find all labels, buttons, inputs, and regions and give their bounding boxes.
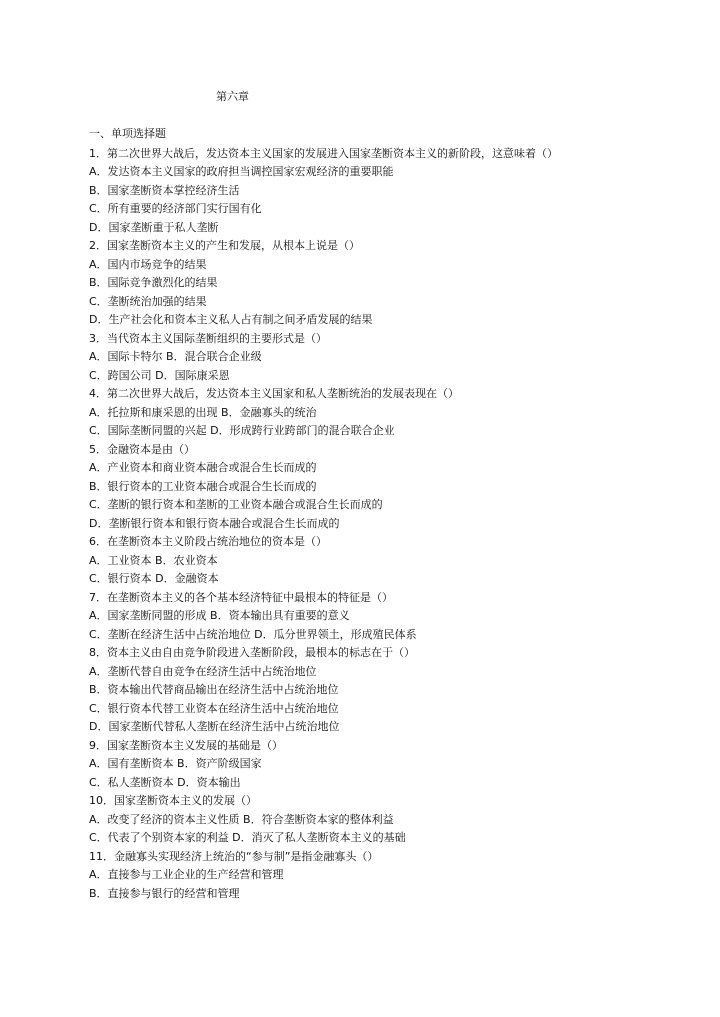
answer-option: C．所有重要的经济部门实行国有化 [89, 202, 262, 215]
answer-option: D．国家垄断重于私人垄断 [89, 220, 219, 234]
answer-option: D．垄断银行资本和银行资本融合或混合生长而成的 [89, 516, 340, 530]
answer-option: C．垄断在经济生活中占统治地位 D．瓜分世界领土，形成殖民体系 [89, 627, 417, 641]
answer-option: B．国际竞争激烈化的结果 [89, 276, 218, 289]
answer-option: B．资本输出代替商品输出在经济生活中占统治地位 [89, 683, 339, 696]
question-stem: 4．第二次世界大战后，发达资本主义国家和私人垄断统治的发展表现在（） [89, 387, 459, 400]
answer-option: A．改变了经济的资本主义性质 B．符合垄断资本家的整体利益 [89, 812, 394, 826]
answer-option: C．国际垄断同盟的兴起 D．形成跨行业跨部门的混合联合企业 [89, 424, 395, 437]
question-stem: 8．资本主义由自由竞争阶段进入垄断阶段，最根本的标志在于（） [89, 646, 415, 659]
question-stem: 3．当代资本主义国际垄断组织的主要形式是（） [89, 331, 327, 345]
question-stem: 11．金融寡头实现经济上统治的“参与制”是指金融寡头（） [89, 849, 379, 863]
answer-option: A．工业资本 B．农业资本 [89, 553, 218, 567]
answer-option: A．国家垄断同盟的形成 B．资本输出具有重要的意义 [89, 609, 350, 622]
answer-option: A．国内市场竞争的结果 [89, 257, 207, 271]
answer-option: D．生产社会化和资本主义私人占有制之间矛盾发展的结果 [89, 313, 373, 326]
answer-option: A．托拉斯和康采恩的出现 B．金融寡头的统治 [89, 405, 317, 419]
question-stem: 5．金融资本是由（） [89, 442, 195, 456]
question-stem: 2．国家垄断资本主义的产生和发展，从根本上说是（） [89, 239, 360, 252]
question-stem: 10．国家垄断资本主义的发展（） [89, 794, 257, 807]
answer-option: A．垄断代替自由竞争在经济生活中占统治地位 [89, 664, 317, 678]
chapter-title: 第六章 [216, 90, 249, 103]
question-stem: 1．第二次世界大战后，发达资本主义国家的发展进入国家垄断资本主义的新阶段，这意味着（） [89, 146, 558, 160]
answer-option: C．垄断统治加强的结果 [89, 294, 207, 308]
answer-option: C．私人垄断资本 D．资本输出 [89, 775, 241, 789]
answer-option: C．银行资本代替工业资本在经济生活中占统治地位 [89, 701, 339, 715]
answer-option: A．直接参与工业企业的生产经营和管理 [89, 868, 284, 881]
question-stem: 6．在垄断资本主义阶段占统治地位的资本是（） [89, 535, 327, 548]
section-heading: 一、单项选择题 [89, 127, 166, 140]
question-stem: 9．国家垄断资本主义发展的基础是（） [89, 738, 283, 752]
answer-option: C．垄断的银行资本和垄断的工业资本融合或混合生长而成的 [89, 498, 383, 511]
question-stem: 7．在垄断资本主义的各个基本经济特征中最根本的特征是（） [89, 590, 393, 604]
answer-option: C．银行资本 D．金融资本 [89, 572, 219, 585]
answer-option: B．直接参与银行的经营和管理 [89, 886, 240, 900]
answer-option: C．代表了个别资本家的利益 D．消灭了私人垄断资本主义的基础 [89, 831, 406, 844]
answer-option: A．产业资本和商业资本融合或混合生长而成的 [89, 461, 317, 474]
question-list [89, 145, 689, 904]
answer-option: A．发达资本主义国家的政府担当调控国家宏观经济的重要职能 [89, 165, 394, 178]
answer-option: B．银行资本的工业资本融合或混合生长而成的 [89, 479, 317, 493]
answer-option: A．国有垄断资本 B．资产阶级国家 [89, 757, 262, 770]
answer-option: A．国际卡特尔 B．混合联合企业级 [89, 350, 262, 363]
answer-option: B．国家垄断资本掌控经济生活 [89, 183, 240, 197]
answer-option: D．国家垄断代替私人垄断在经济生活中占统治地位 [89, 720, 340, 733]
answer-option: C．跨国公司 D．国际康采恩 [89, 368, 230, 382]
